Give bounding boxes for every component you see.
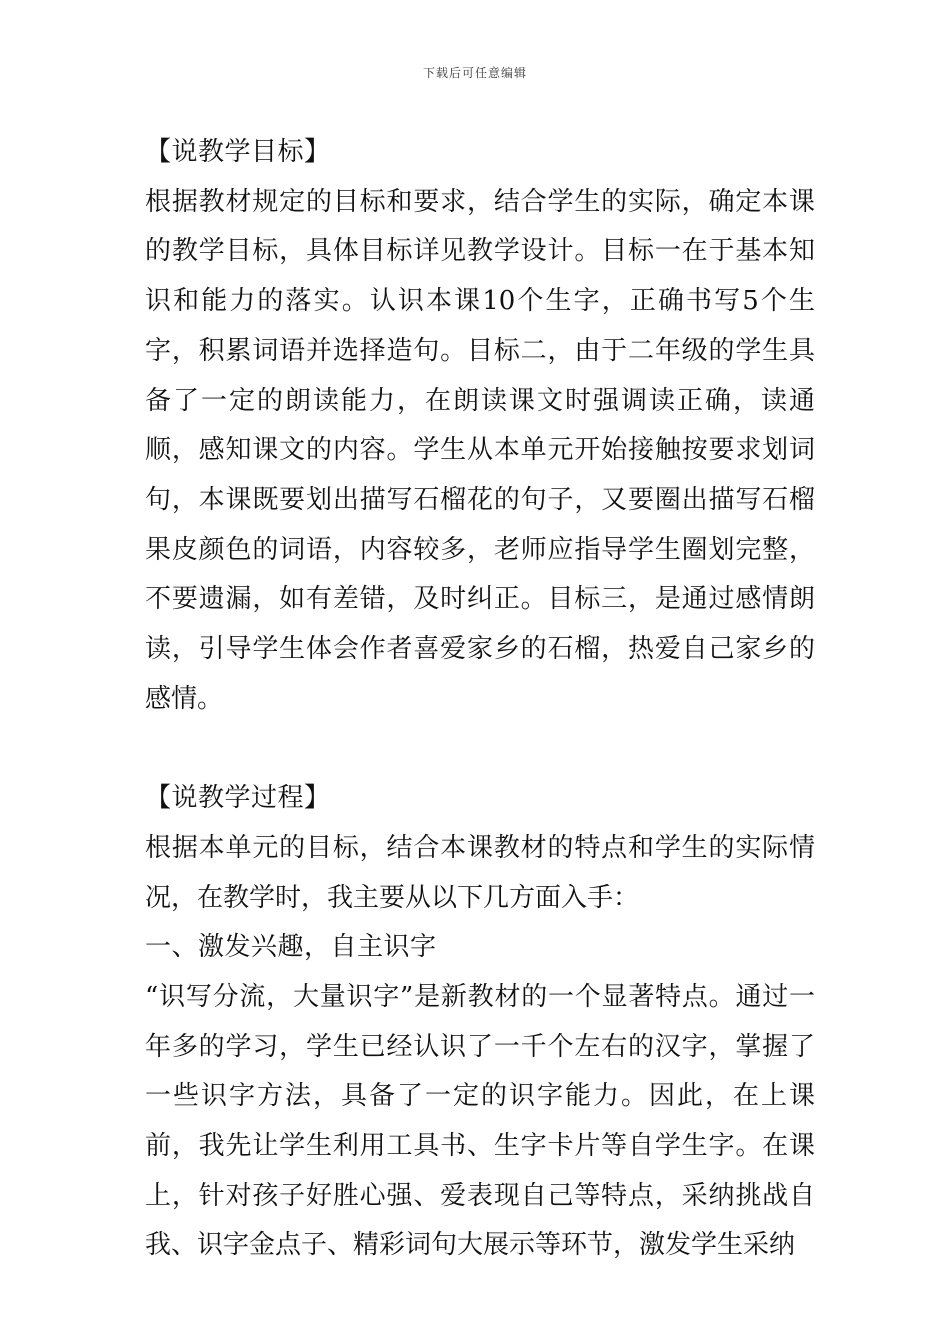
section-spacer [145,724,815,774]
section-heading-objectives: 【说教学目标】 [145,137,331,167]
paragraph-objectives: 根据教材规定的目标和要求，结合学生的实际，确定本课的教学目标，具体目标详见教学设计。目标一在于基本知识和能力的落实。认识本课10个生字，正确书写5个生字，积累词语并选择造句。目标二，由于二年级的学生具备了一定的朗读能力，在朗读课文时强调读正确，读通顺，感知课文的内容。学生从本单元开始接触按要求划词句，本课既要划出描写石榴花的句子，又要圈出描写石榴果皮颜色的词语，内容较多，老师应指导学生圈划完整，不要遗漏，如有差错，及时纠正。目标三，是通过感情朗读，引导学生体会作者喜爱家乡的石榴，热爱自己家乡的感情。 [145,186,815,714]
subheading-interest-literacy: 一、激发兴趣，自主识字 [145,932,437,963]
paragraph-literacy: “识写分流，大量识字”是新教材的一个显著特点。通过一年多的学习，学生已经认识了一千个左右的汉字，掌握了一些识字方法，具备了一定的识字能力。因此，在上课前，我先让学生利用工具书、生字卡片等自学生字。在课上，针对孩子好胜心强、爱表现自己等特点，采纳挑战自我、识字金点子、精彩词句大展示等环节，激发学生采纳 [145,981,815,1261]
section-heading-process: 【说教学过程】 [145,783,331,814]
page-header: 下载后可任意编辑 [422,66,527,80]
document-body [145,128,815,1271]
paragraph-process-intro: 根据本单元的目标，结合本课教材的特点和学生的实际情况，在教学时，我主要从以下几方面入手： [145,832,815,913]
